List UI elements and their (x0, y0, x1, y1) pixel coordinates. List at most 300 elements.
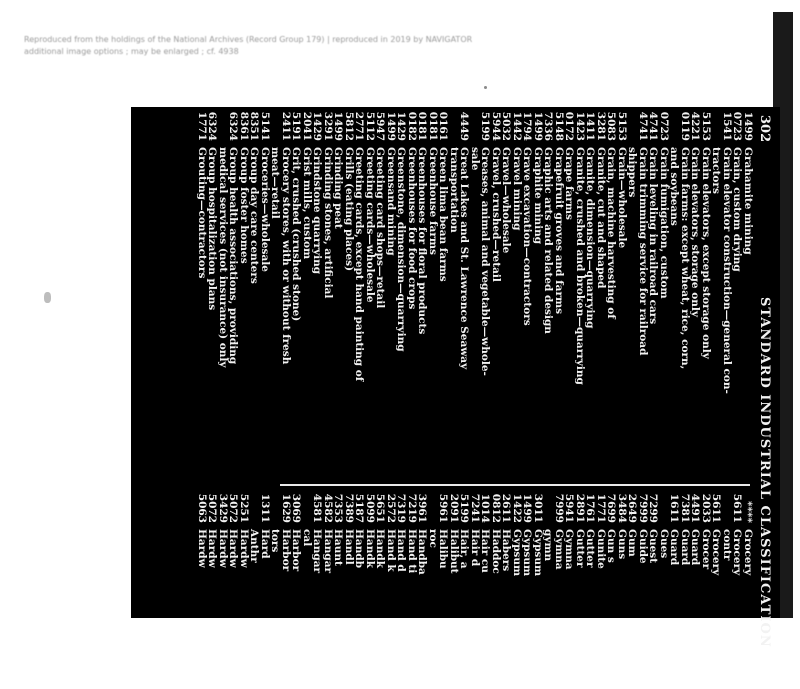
index-entry (512, 489, 523, 689)
sic-code: 5611 (731, 493, 744, 523)
industry-description: Gymna (563, 529, 576, 570)
industry-description: Harbor (280, 529, 292, 572)
industry-description: Green lima bean farms (437, 147, 450, 282)
industry-description: Grape farms (563, 147, 576, 220)
index-entry (648, 489, 659, 689)
sic-code: 3484 (616, 493, 628, 523)
sic-code: 4741 (647, 111, 660, 141)
industry-description: Grinding peat (332, 147, 345, 229)
index-entry (701, 107, 712, 479)
industry-description: tractors (710, 147, 723, 194)
industry-description: Grave excavation—contractors (521, 147, 534, 326)
index-entry (386, 489, 397, 689)
industry-description: Graphite mining (532, 147, 544, 245)
industry-description: Group day care centers (248, 147, 261, 284)
index-entry (417, 489, 428, 689)
sic-code: 5944 (490, 111, 502, 141)
index-entry (680, 107, 691, 479)
sic-code: 3011 (532, 493, 544, 523)
page-content (131, 107, 780, 648)
index-entry (554, 489, 565, 689)
index-entry (522, 489, 533, 689)
sic-code: 5251 (238, 493, 250, 523)
index-entry (722, 107, 733, 479)
sic-code: 5148 (553, 111, 565, 141)
sic-code (449, 107, 460, 141)
industry-description: Greensand mining (385, 147, 397, 256)
sic-code: 7381 (679, 493, 691, 523)
sic-code: 7999 (637, 493, 649, 523)
index-entry (207, 107, 218, 479)
industry-description: Handb (353, 529, 366, 569)
industry-description: medical services (not insurance) only (217, 147, 229, 368)
sic-code: 4449 (458, 111, 471, 141)
industry-description: Anthr (248, 529, 261, 563)
industry-description: Guard (679, 529, 691, 566)
index-entry (512, 107, 523, 479)
industry-description: Greeting cards, except hand painting of (353, 147, 366, 382)
index-entry (480, 489, 491, 689)
sic-code: 5191 (290, 111, 303, 141)
industry-description: Gypsum (521, 529, 534, 577)
industry-description: Haddoc (490, 529, 502, 574)
industry-description: gymn (542, 529, 555, 562)
industry-description: Grocery stores, with or without fresh (280, 147, 292, 365)
index-entry (669, 107, 680, 479)
index-entry (617, 489, 628, 689)
industry-description: Great Lakes and St. Lawrence Seaway (458, 147, 471, 370)
index-entry (438, 489, 449, 689)
industry-description: Greeting cards—wholesale (364, 147, 376, 303)
scan-speck (484, 86, 487, 89)
index-entry (449, 489, 460, 689)
index-entry (281, 107, 292, 479)
index-entry (669, 489, 680, 689)
sic-code: 8351 (248, 111, 261, 141)
sic-code (428, 489, 439, 523)
sic-code: 4741 (637, 111, 649, 141)
industry-description: Grocer (700, 529, 712, 570)
sic-code: 1429 (395, 111, 408, 141)
industry-description: Handk (374, 529, 387, 568)
index-entry (638, 489, 649, 689)
index-entry (732, 489, 743, 689)
industry-description: Group foster homes (238, 147, 250, 264)
index-entry (344, 107, 355, 479)
industry-description: Grain fumigation, custom (658, 147, 670, 299)
index-entry (501, 107, 512, 479)
index-entry (197, 489, 208, 689)
sic-code: 5961 (437, 493, 450, 523)
industry-description: shippers (626, 147, 639, 198)
industry-description: Greeting card shops—retail (374, 147, 387, 309)
sic-code: 0119 (679, 111, 691, 141)
sic-code (659, 489, 670, 523)
index-entry (743, 107, 754, 479)
index-entry (333, 107, 344, 479)
industry-description: Haunt (332, 529, 345, 566)
index-entry (428, 489, 439, 689)
index-entry (627, 107, 638, 479)
index-entry (480, 107, 491, 479)
industry-description: Hand d (395, 529, 408, 572)
index-entry (291, 489, 302, 689)
industry-description: Gypsum (532, 529, 544, 577)
sic-code: 5099 (364, 493, 376, 523)
industry-description: Grit, crushed (crushed stone) (290, 147, 303, 322)
index-entry (722, 489, 733, 689)
index-entry (617, 107, 628, 479)
industry-description: Granite, dimension—quarrying (584, 147, 597, 329)
industry-description: Hard (259, 529, 271, 559)
index-entry (344, 489, 355, 689)
industry-description: Grain elevator construction—general con- (721, 147, 733, 394)
sic-code: 2611 (500, 493, 513, 523)
page-header (756, 115, 772, 648)
index-entry (564, 489, 575, 689)
index-entry (585, 489, 596, 689)
index-entry (701, 489, 712, 689)
industry-description: Gypsum (511, 529, 523, 577)
sic-code: 4491 (689, 493, 702, 523)
industry-description: Grouting—contractors (196, 147, 208, 279)
scan-header-line-2: additional image options ; may be enlarged ; cf. 4938 (24, 47, 239, 56)
sic-code (218, 107, 229, 141)
sic-code: 6324 (206, 111, 219, 141)
index-entry (249, 107, 260, 479)
sic-code: 7299 (647, 493, 660, 523)
index-entry (690, 107, 701, 479)
sic-code: 3291 (322, 111, 334, 141)
sic-code: 5032 (500, 111, 513, 141)
sic-code: 4582 (322, 493, 334, 523)
sic-code: 2033 (700, 493, 712, 523)
page-title: STANDARD INDUSTRIAL CLASSIFICATION (757, 297, 772, 648)
industry-description: Grain, custom drying (731, 147, 744, 272)
rotated-page-scan (131, 107, 780, 648)
sic-code: 4221 (689, 111, 702, 141)
sic-code: 5187 (353, 493, 366, 523)
index-entry (449, 107, 460, 479)
industry-description: Grindstone quarrying (311, 147, 324, 275)
sic-code: 3961 (416, 493, 429, 523)
industry-description: roc (427, 529, 439, 548)
sic-code: 1771 (196, 111, 208, 141)
index-entry (323, 107, 334, 479)
sic-code: 1771 (595, 493, 607, 523)
industry-description: transportation (448, 147, 460, 233)
index-entry (407, 489, 418, 689)
industry-description: Harbor (290, 529, 303, 572)
industry-description: Greases, animal and vegetable—whole- (479, 147, 492, 376)
index-entry (470, 489, 481, 689)
sic-code: 5083 (605, 111, 618, 141)
sic-code: 7389 (343, 493, 355, 523)
industry-description: Guard (668, 529, 681, 566)
index-entry (396, 489, 407, 689)
industry-description: Graphic arts and related design (542, 147, 555, 334)
industry-description: Granite, crushed and broken—quarrying (574, 147, 586, 385)
index-entry (533, 107, 544, 479)
index-entry (575, 107, 586, 479)
sic-code: 1311 (259, 493, 271, 523)
industry-description: Grain, machine harvesting of (605, 147, 618, 319)
index-entry (228, 107, 239, 479)
industry-description: sale (469, 147, 481, 171)
index-entry (606, 107, 617, 479)
industry-description: Hand k (385, 529, 397, 572)
industry-description: Gymna (553, 529, 565, 570)
industry-description: Grocery (742, 529, 754, 576)
industry-description: Hangar (311, 529, 324, 574)
industry-description: Greenstone, dimension—quarrying (395, 147, 408, 352)
industry-description: Handk (364, 529, 376, 568)
index-entry (690, 489, 701, 689)
industry-description: Gun s (605, 529, 618, 563)
index-entry (543, 489, 554, 689)
industry-description: contr (721, 529, 733, 561)
industry-description: Handba (416, 529, 429, 575)
industry-description: Groceries—wholesale (259, 147, 271, 272)
sic-code: 1499 (332, 111, 345, 141)
index-entry (533, 489, 544, 689)
index-entry (575, 489, 586, 689)
sic-code: 0812 (490, 493, 502, 523)
index-entry (459, 107, 470, 479)
industry-description: Guest (647, 529, 660, 564)
industry-description: Gues (658, 529, 670, 559)
sic-code: 1423 (574, 111, 586, 141)
industry-description: Grapefruit groves and farms (553, 147, 565, 315)
index-entry (218, 489, 229, 689)
industry-description: Guns (616, 529, 628, 560)
index-entry (743, 489, 754, 689)
sic-code: 2411 (280, 111, 292, 141)
index-entry (543, 107, 554, 479)
index-entry (438, 107, 449, 479)
industry-description: Group hospitalization plans (206, 147, 219, 311)
sic-code (722, 489, 733, 523)
index-entry (606, 489, 617, 689)
industry-description: Hardw (227, 529, 240, 568)
index-entry (522, 107, 533, 479)
industry-description: Hair cu (479, 529, 492, 573)
sic-code: 3429 (217, 493, 229, 523)
sic-code: 7336 (542, 111, 555, 141)
sic-code: 5141 (259, 111, 271, 141)
index-entry (585, 107, 596, 479)
sic-code (627, 107, 638, 141)
sic-code: 0723 (731, 111, 744, 141)
industry-description: Grain—wholesale (616, 147, 628, 249)
sic-code (470, 107, 481, 141)
industry-description: Halibu (437, 529, 450, 569)
industry-description: Gutter (584, 529, 597, 568)
industry-description: Grain elevators, except storage only (700, 147, 712, 359)
index-entry (386, 107, 397, 479)
index-entry (312, 107, 323, 479)
industry-description: Grain farms: except wheat, rice, corn, (679, 147, 691, 370)
sic-code: 1761 (584, 493, 597, 523)
sic-code: 1794 (521, 111, 534, 141)
industry-description: tors (269, 529, 282, 553)
index-entry (396, 107, 407, 479)
sic-code: 5072 (227, 493, 240, 523)
index-entry (291, 107, 302, 479)
industry-description: Hardw (217, 529, 229, 568)
index-entry (218, 107, 229, 479)
index-entry (491, 489, 502, 689)
index-entry (638, 107, 649, 479)
index-entry (281, 489, 292, 689)
sic-code: 2649 (626, 493, 639, 523)
industry-description: Grills (eating places) (343, 147, 355, 272)
sic-code: 2891 (574, 493, 586, 523)
scan-header-line-1: Reproduced from the holdings of the National Archives (Record Group 179) | reproduced in 2019 by NAVIGATOR (24, 35, 473, 44)
sic-code: 5112 (364, 111, 376, 141)
sic-code: 1442 (511, 111, 523, 141)
column-divider (280, 484, 750, 486)
index-entry (470, 107, 481, 479)
index-entry (239, 489, 250, 689)
index-entry (354, 489, 365, 689)
index-entry (428, 107, 439, 479)
industry-description: Greenhouse farms (427, 147, 439, 255)
sic-code: 5199 (458, 493, 471, 523)
industry-description: Habers (500, 529, 513, 572)
index-entry (659, 489, 670, 689)
index-entry (365, 489, 376, 689)
sic-code: 4581 (311, 493, 324, 523)
industry-description: Group health associations, providing (227, 147, 240, 365)
right-entry-column (197, 489, 754, 689)
index-entry (627, 489, 638, 689)
industry-description: Grain elevators, storage only (689, 147, 702, 317)
industry-description: Guide (637, 529, 649, 564)
sic-code: 5153 (700, 111, 712, 141)
index-entry (711, 489, 722, 689)
index-entry (680, 489, 691, 689)
index-entry (375, 489, 386, 689)
industry-description: Hair d (469, 529, 481, 567)
sic-code: 1429 (311, 111, 324, 141)
sic-code: 1499 (385, 111, 397, 141)
industry-description: Handl (343, 529, 355, 565)
sic-code: 2041 (301, 111, 313, 141)
index-entry (711, 107, 722, 479)
index-entry (312, 489, 323, 689)
industry-description: Hardw (206, 529, 219, 568)
sic-code: 7219 (406, 493, 418, 523)
industry-description: Hardw (238, 529, 250, 568)
index-entry (596, 107, 607, 479)
industry-description: Grist mills, custom (301, 147, 313, 260)
index-entry (260, 107, 271, 479)
sic-code: 1422 (511, 493, 523, 523)
sic-code: 5947 (374, 111, 387, 141)
index-entry (260, 489, 271, 689)
sic-code: 5153 (616, 111, 628, 141)
sic-code: 1541 (721, 111, 733, 141)
industry-description: Gutter (574, 529, 586, 568)
industry-description: Grain trimming service for railroad (637, 147, 649, 356)
index-entry (249, 489, 260, 689)
index-entry (302, 489, 313, 689)
sic-code: 7353 (332, 493, 345, 523)
industry-description: Greenhouses for floral products (416, 147, 429, 335)
index-entry (270, 107, 281, 479)
sic-code: 5812 (343, 111, 355, 141)
index-entry (323, 489, 334, 689)
index-entry (491, 107, 502, 479)
index-entry (459, 489, 470, 689)
sic-code (669, 107, 680, 141)
page-number: 302 (757, 115, 772, 143)
industry-description: meat—retail (269, 147, 282, 219)
sic-code: 1499 (742, 111, 754, 141)
index-entry (417, 107, 428, 479)
index-entry (554, 107, 565, 479)
industry-description: Gravel, crushed—retail (490, 147, 502, 282)
index-entry (564, 107, 575, 479)
sic-code: 2091 (448, 493, 460, 523)
sic-code (711, 107, 722, 141)
industry-description: Grocery (731, 529, 744, 576)
sic-code: **** (742, 501, 754, 523)
sic-code: 3069 (290, 493, 303, 523)
industry-description: Hair, a (458, 529, 471, 569)
sic-code: 0161 (437, 111, 450, 141)
index-entry (375, 107, 386, 479)
index-entry (239, 107, 250, 479)
left-entry-column (197, 107, 754, 479)
sic-code: 5199 (479, 111, 492, 141)
industry-description: Hardw (196, 529, 208, 568)
industry-description: Gravel—wholesale (500, 147, 513, 254)
industry-description: Gum (626, 529, 639, 557)
industry-description: Halibut (448, 529, 460, 574)
sic-code: 1629 (280, 493, 292, 523)
industry-description: and soybeans (668, 147, 681, 226)
industry-description: cal (301, 529, 313, 547)
sic-code: 1411 (584, 111, 597, 141)
index-entry (659, 107, 670, 479)
sic-code: 2771 (353, 111, 366, 141)
index-entry (648, 107, 659, 479)
sic-code: 7699 (605, 493, 618, 523)
sic-code: 2572 (385, 493, 397, 523)
industry-description: Gravel mining (511, 147, 523, 231)
sic-code (302, 489, 313, 523)
sic-code: 5063 (196, 493, 208, 523)
sic-code: 8361 (238, 111, 250, 141)
sic-code: 0723 (658, 111, 670, 141)
sic-code: 6324 (227, 111, 240, 141)
index-entry (228, 489, 239, 689)
sic-code: 5611 (710, 493, 723, 523)
sic-code: 5072 (206, 493, 219, 523)
sic-code: 1499 (521, 493, 534, 523)
index-entry (596, 489, 607, 689)
index-entry (365, 107, 376, 479)
sic-code (270, 107, 281, 141)
index-entry (197, 107, 208, 479)
index-entry (207, 489, 218, 689)
sic-code: 7999 (553, 493, 565, 523)
industry-description: Grahamite mining (742, 147, 754, 255)
index-entry (407, 107, 418, 479)
industry-description: Hangar (322, 529, 334, 574)
